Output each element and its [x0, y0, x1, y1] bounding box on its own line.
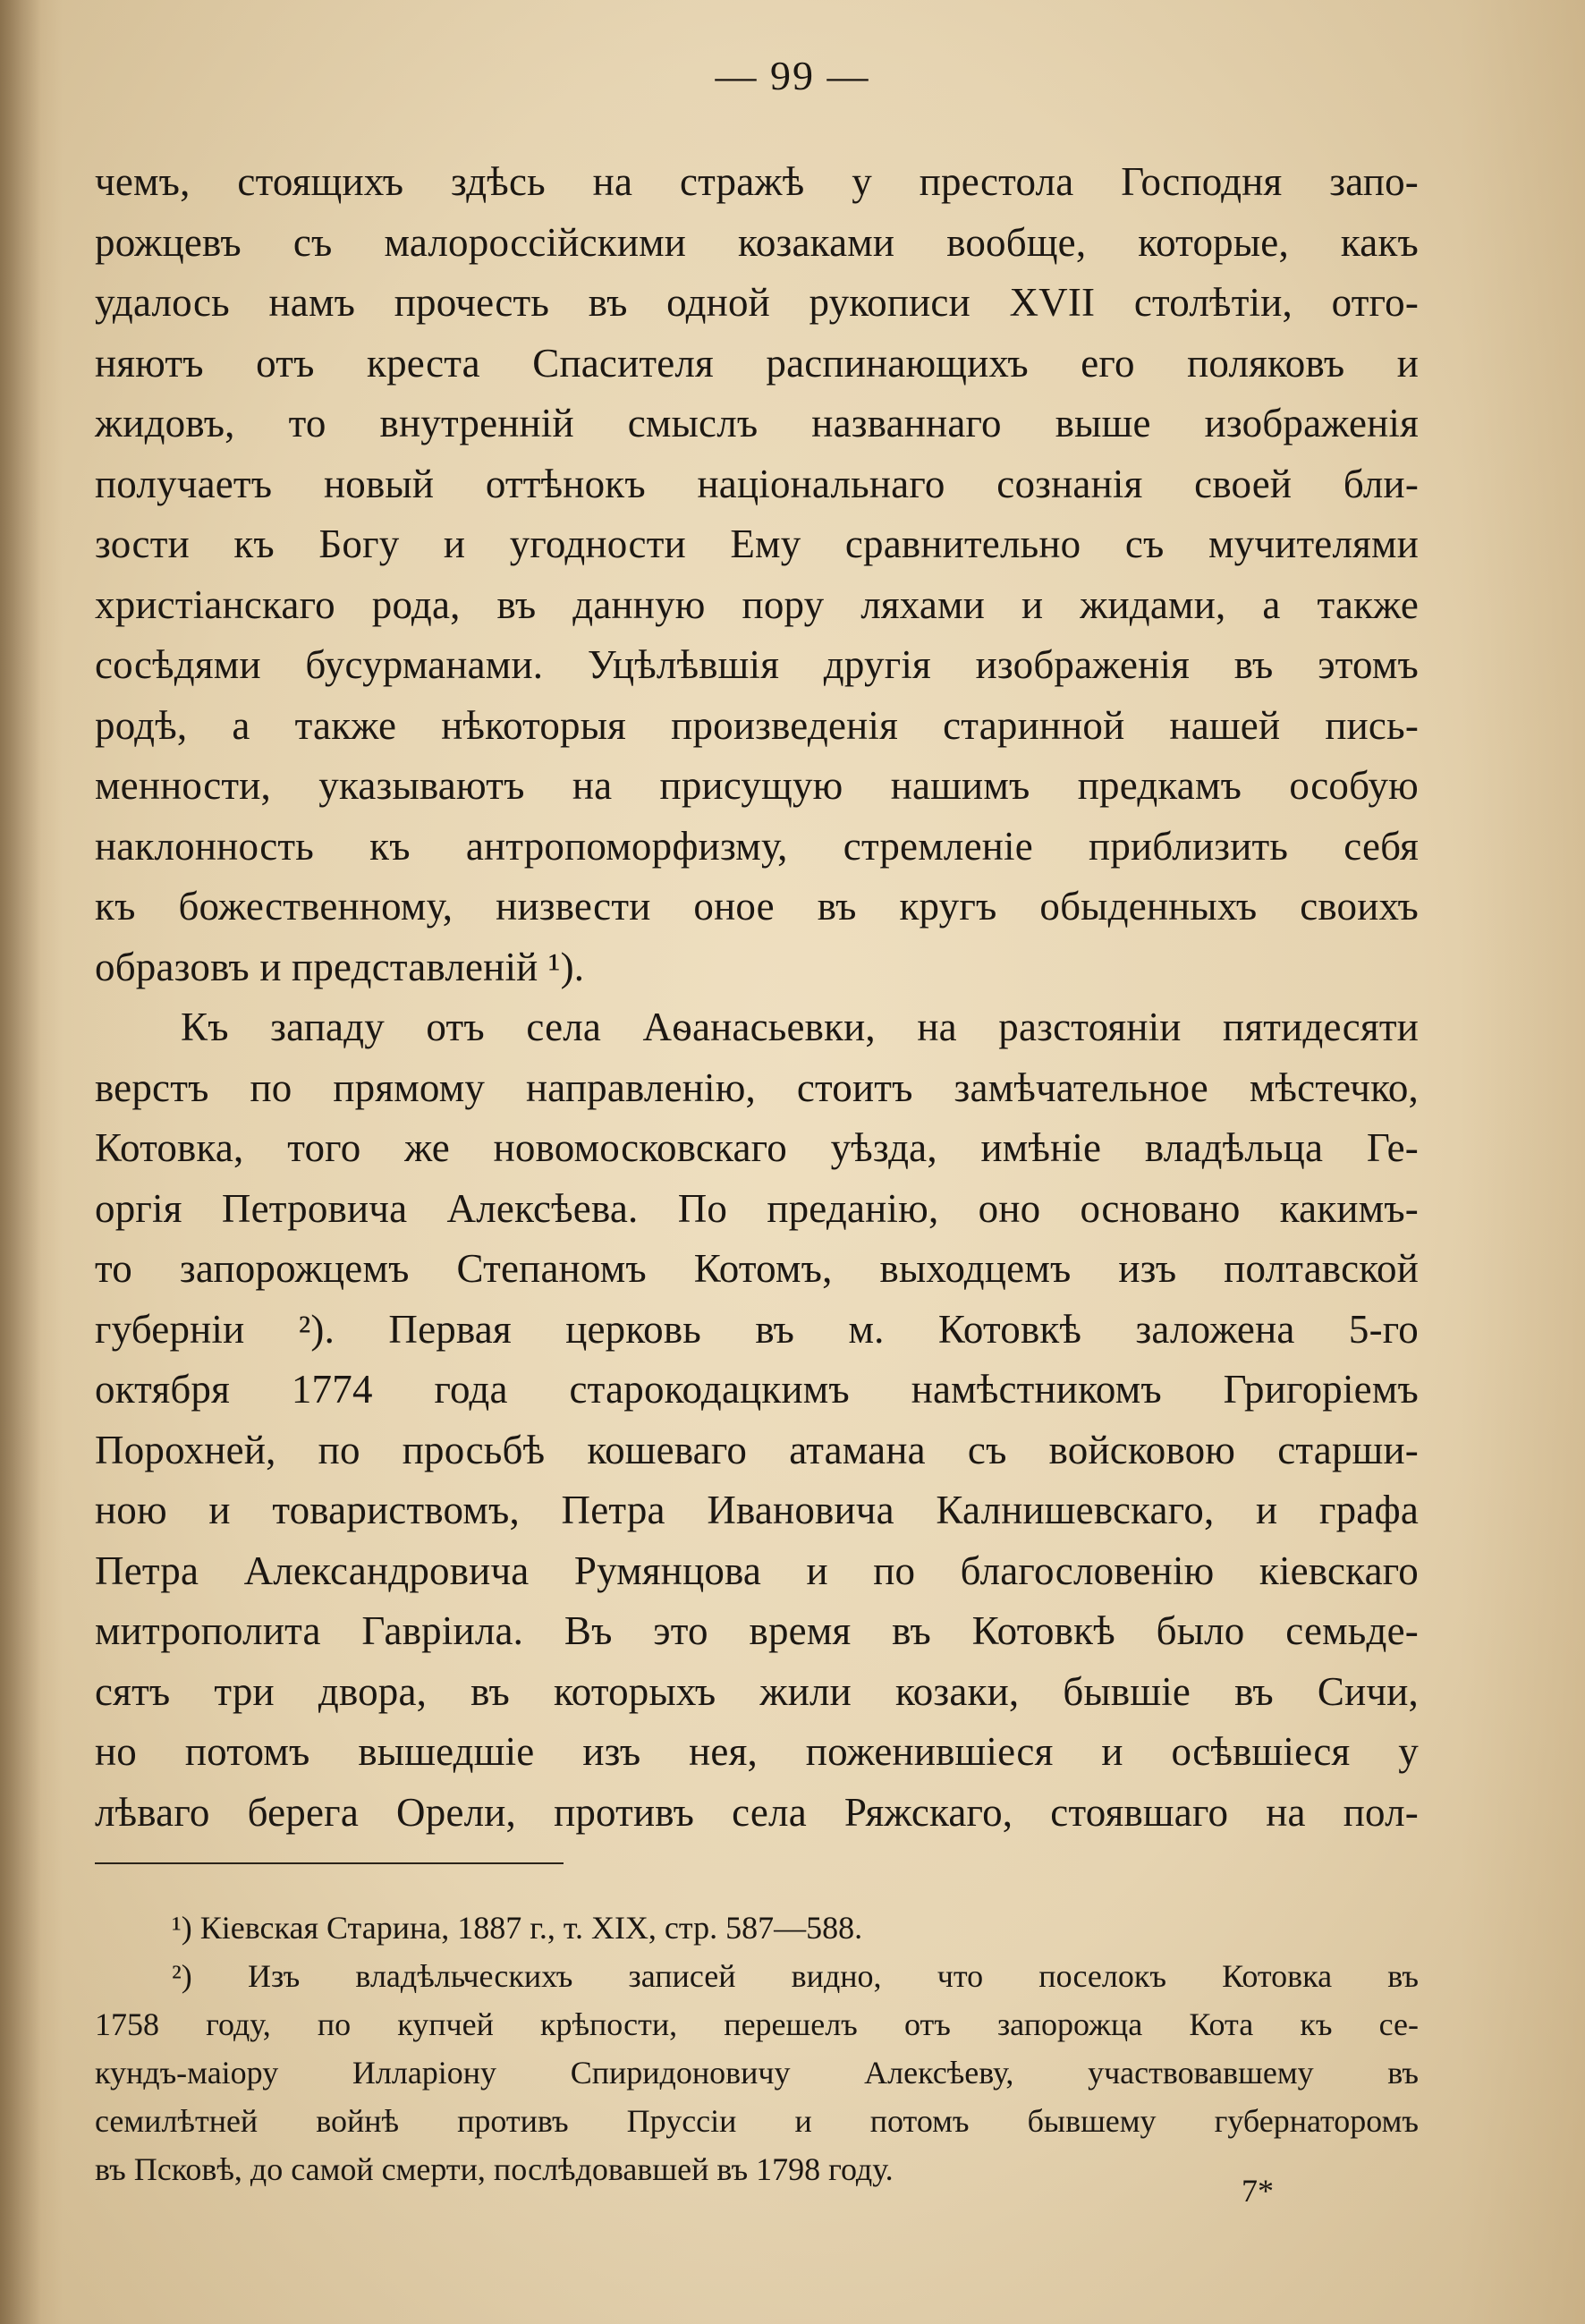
text-line: няютъ отъ креста Спасителя распинающихъ его поляковъ и — [95, 340, 1419, 386]
text-line: къ божественному, низвести оное въ кругъ обыденныхъ своихъ — [95, 884, 1419, 929]
footnote-line: кундъ-маіору Илларіону Спиридоновичу Алексѣеву, участвовавшему въ — [95, 2055, 1419, 2091]
footnote-2: ²) Изъ владѣльческихъ записей видно, что поселокъ Котовка въ — [172, 1958, 1419, 1994]
text-line: оргія Петровича Алексѣева. По преданію, оно основано какимъ- — [95, 1185, 1419, 1231]
text-line: ною и товариствомъ, Петра Ивановича Калнишевскаго, и графа — [95, 1488, 1419, 1532]
footnote-1: ¹) Кіевская Старина, 1887 г., т. XIX, стр. 587—588. — [172, 1910, 863, 1946]
text-line: христіанскаго рода, въ данную пору ляхами и жидами, а также — [95, 581, 1419, 627]
main-text — [95, 152, 1419, 1843]
footnote-divider — [95, 1862, 564, 1864]
text-line: образовъ и представленій ¹). — [95, 944, 585, 989]
text-line: родѣ, а также нѣкоторыя произведенія старинной нашей пись- — [95, 702, 1419, 748]
text-line: Порохней, по просьбѣ кошеваго атамана съ войсковою старши- — [95, 1427, 1419, 1472]
text-line: верстъ по прямому направленію, стоитъ замѣчательное мѣстечко, — [95, 1064, 1419, 1110]
text-line: но потомъ вышедшіе изъ нея, поженившіеся и осѣвшіеся у — [95, 1729, 1419, 1774]
footnote-line: 1758 году, по купчей крѣпости, перешелъ отъ запорожца Кота къ се- — [95, 2006, 1419, 2042]
text-line: Котовка, того же новомосковскаго уѣзда, имѣніе владѣльца Ге- — [95, 1125, 1419, 1170]
text-line: рожцевъ съ малороссійскими козаками вообще, которые, какъ — [95, 219, 1419, 265]
text-line: губерніи ²). Первая церковь въ м. Котовкѣ заложена 5-го — [95, 1306, 1419, 1352]
footnote-line: семилѣтней войнѣ противъ Пруссіи и потомъ бывшему губернаторомъ — [95, 2103, 1419, 2139]
signature-mark: 7* — [1242, 2173, 1274, 2209]
text-line: менности, указываютъ на присущую нашимъ предкамъ особую — [95, 763, 1419, 808]
text-line: жидовъ, то внутренній смыслъ названнаго выше изображенія — [95, 401, 1419, 445]
text-line: зости къ Богу и угодности Ему сравнительно съ мучителями — [95, 522, 1419, 566]
text-line: получаетъ новый оттѣнокъ національнаго сознанія своей бли- — [95, 461, 1419, 506]
page-number: — 99 — — [715, 53, 870, 98]
text-line: то запорожцемъ Степаномъ Котомъ, выходцемъ изъ полтавской — [95, 1246, 1419, 1291]
footnotes — [95, 1904, 1419, 2193]
paragraph-first-line: Къ западу отъ села Аѳанасьевки, на разстояніи пятидесяти — [181, 1005, 1419, 1049]
text-line: Петра Александровича Румянцова и по благословенію кіевскаго — [95, 1548, 1419, 1593]
text-line: сосѣдями бусурманами. Уцѣлѣвшія другія изображенія въ этомъ — [95, 642, 1419, 687]
text-line: чемъ, стоящихъ здѣсь на стражѣ у престола Господня запо- — [95, 159, 1419, 204]
text-line: октября 1774 года старокодацкимъ намѣстникомъ Григоріемъ — [95, 1367, 1419, 1412]
text-line: митрополита Гавріила. Въ это время въ Котовкѣ было семьде- — [95, 1608, 1419, 1653]
text-line: сятъ три двора, въ которыхъ жили козаки, бывшіе въ Сичи, — [95, 1668, 1419, 1714]
text-line: удалось намъ прочесть въ одной рукописи XVII столѣтiи, отго- — [95, 280, 1419, 325]
text-line: наклонность къ антропоморфизму, стремленіе приблизить себя — [95, 823, 1419, 869]
footnote-line: въ Псковѣ, до самой смерти, послѣдовавшей въ 1798 году. — [95, 2151, 894, 2187]
text-line: лѣваго берега Орели, противъ села Ряжскаго, стоявшаго на пол- — [95, 1789, 1419, 1835]
